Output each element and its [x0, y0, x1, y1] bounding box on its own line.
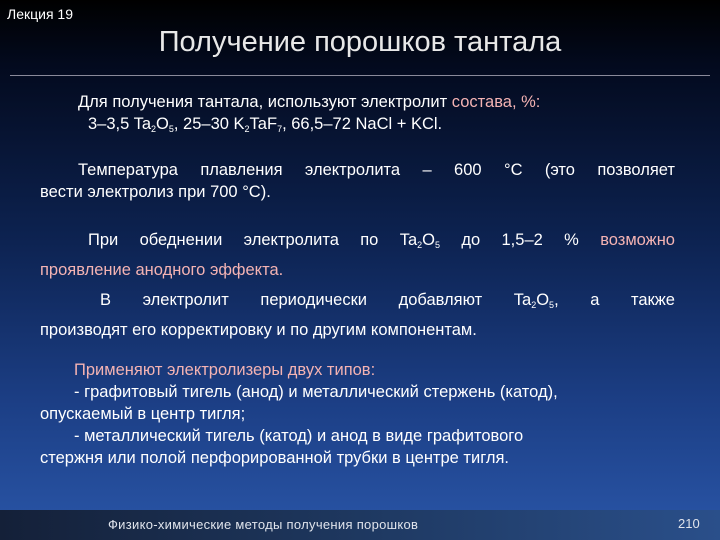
slide-title: Получение порошков тантала [158, 26, 562, 58]
p4-line2: производят его корректировку и по другим компонентам. [40, 321, 477, 339]
footer-bar [0, 510, 720, 540]
p5-item1-line2: опускаемый в центр тигля; [40, 405, 246, 423]
p5-item2-line2: стержня или полой перфорированной трубки в центре тигля. [40, 449, 510, 467]
p4-line1: В электролит периодически добавляют $Ta_2O_5$, а также [100, 291, 675, 310]
p2-line2: вести электролиз при 700 °С). [40, 183, 271, 201]
title-divider [10, 75, 710, 76]
composition-highlight: состава, %: [451, 93, 541, 111]
p1-line1: Для получения тантала, используют электролит состава, %: [78, 93, 541, 111]
page-number: 210 [678, 516, 700, 531]
p1-line2: 3–3,5 $Ta_2O_5$, 25–30 $K_2TaF_7$, 66,5–72 NaCl + KCl. [88, 115, 443, 134]
p2-line1: Температура плавления электролита – 600 °С (это позволяет [78, 161, 675, 179]
footer-course-title: Физико-химические методы получения порошков [108, 517, 419, 532]
lecture-label: Лекция 19 [7, 6, 73, 22]
p3-line2: проявление анодного эффекта. [40, 261, 284, 279]
slide-content [40, 91, 675, 469]
p5-heading: Применяют электролизеры двух типов: [74, 361, 376, 379]
p3-line1: При обеднении электролита по $Ta_2O_5$ до 1,5–2 % возможно [88, 231, 675, 250]
p5-item2-line1: - металлический тигель (катод) и анод в виде графитового [74, 427, 524, 445]
p5-item1-line1: - графитовый тигель (анод) и металлический стержень (катод), [74, 383, 558, 401]
